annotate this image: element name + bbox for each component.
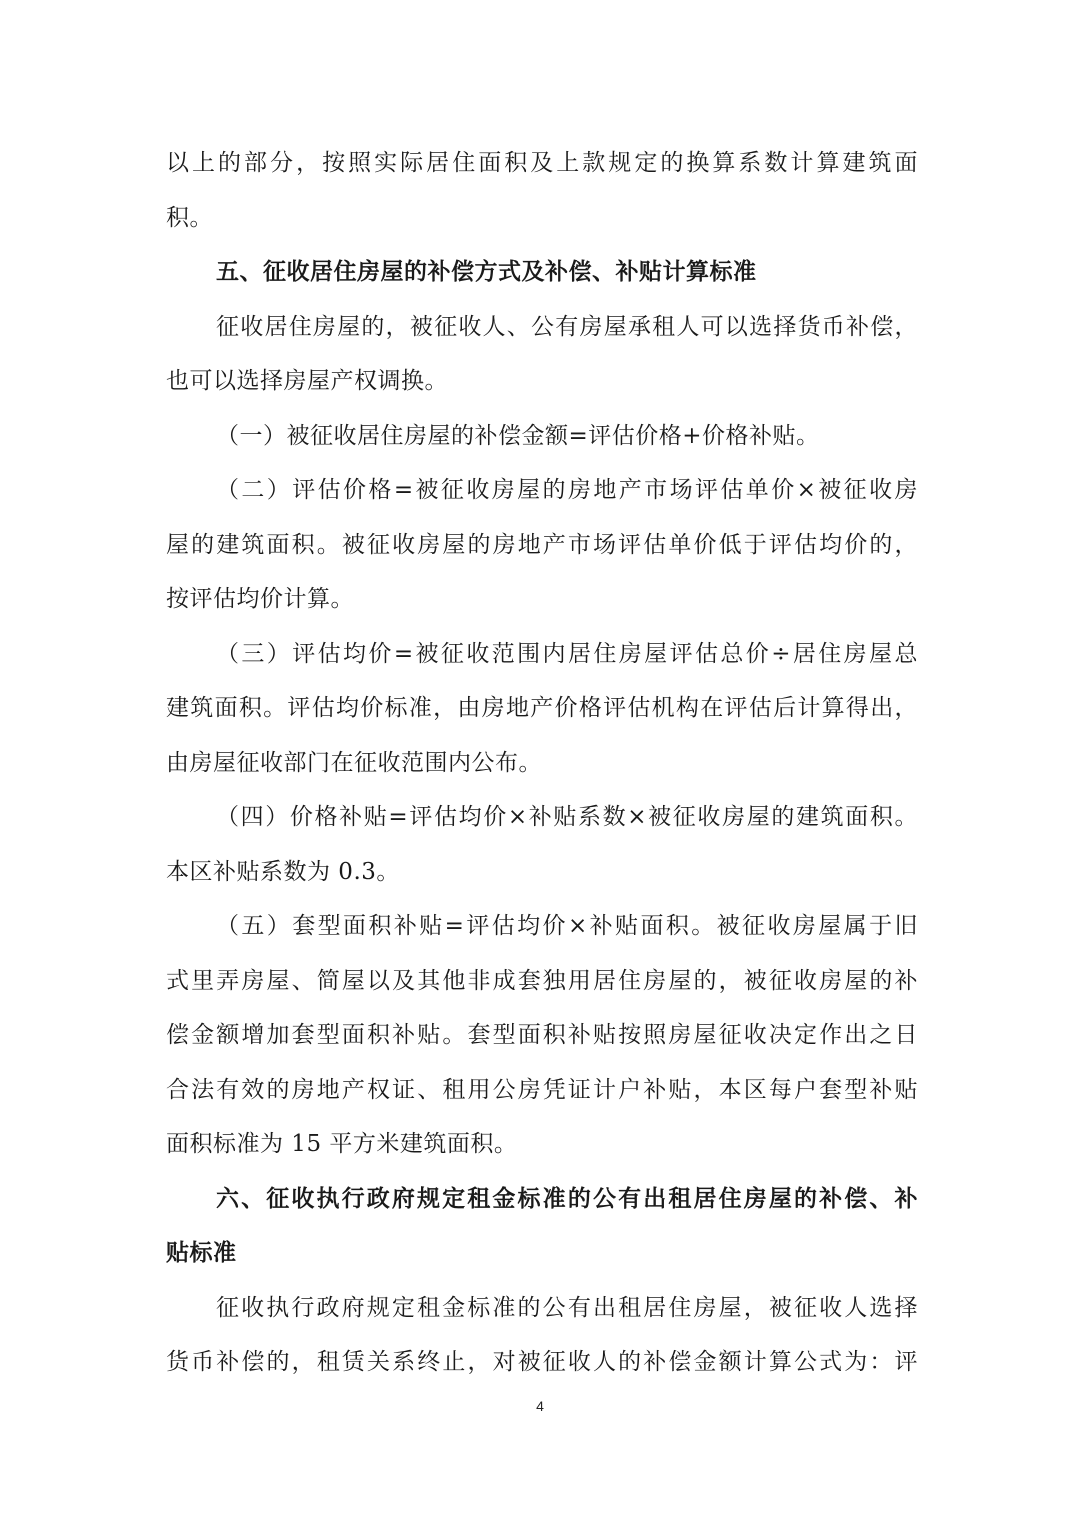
paragraph-line: 合法有效的房地产权证、租用公房凭证计户补贴，本区每户套型补贴 (166, 1076, 918, 1103)
paragraph-line: 按评估均价计算。 (166, 586, 354, 612)
paragraph-line: （四）价格补贴=评估均价×补贴系数×被征收房屋的建筑面积。 (216, 804, 918, 830)
paragraph-line: 也可以选择房屋产权调换。 (166, 368, 448, 394)
paragraph-line: （五）套型面积补贴=评估均价×补贴面积。被征收房屋属于旧 (216, 913, 918, 939)
section-heading: 六、征收执行政府规定租金标准的公有出租居住房屋的补偿、补 (216, 1185, 918, 1212)
paragraph-line: （一）被征收居住房屋的补偿金额=评估价格+价格补贴。 (216, 422, 820, 449)
document-body (166, 136, 918, 1390)
paragraph-line: 货币补偿的，租赁关系终止，对被征收人的补偿金额计算公式为：评 (166, 1349, 918, 1375)
page-number: 4 (536, 1398, 544, 1414)
paragraph-line: 以上的部分，按照实际居住面积及上款规定的换算系数计算建筑面 (166, 150, 918, 176)
paragraph-line: 本区补贴系数为 0.3。 (166, 858, 400, 885)
section-heading: 贴标准 (166, 1240, 237, 1266)
paragraph-line: 偿金额增加套型面积补贴。套型面积补贴按照房屋征收决定作出之日 (166, 1022, 918, 1048)
paragraph-line: （二）评估价格=被征收房屋的房地产市场评估单价×被征收房 (216, 477, 918, 503)
paragraph-line: 式里弄房屋、简屋以及其他非成套独用居住房屋的，被征收房屋的补 (166, 967, 918, 994)
paragraph-line: 屋的建筑面积。被征收房屋的房地产市场评估单价低于评估均价的， (166, 531, 918, 558)
paragraph-line: 建筑面积。评估均价标准，由房地产价格评估机构在评估后计算得出， (166, 695, 918, 721)
paragraph-line: （三）评估均价=被征收范围内居住房屋评估总价÷居住房屋总 (216, 640, 918, 667)
paragraph-line: 积。 (166, 204, 213, 231)
paragraph-line: 面积标准为 15 平方米建筑面积。 (166, 1131, 518, 1157)
paragraph-line: 由房屋征收部门在征收范围内公布。 (166, 749, 542, 776)
paragraph-line: 征收执行政府规定租金标准的公有出租居住房屋，被征收人选择 (216, 1294, 918, 1321)
paragraph-line: 征收居住房屋的，被征收人、公有房屋承租人可以选择货币补偿， (216, 313, 918, 340)
section-heading: 五、征收居住房屋的补偿方式及补偿、补贴计算标准 (216, 259, 757, 285)
